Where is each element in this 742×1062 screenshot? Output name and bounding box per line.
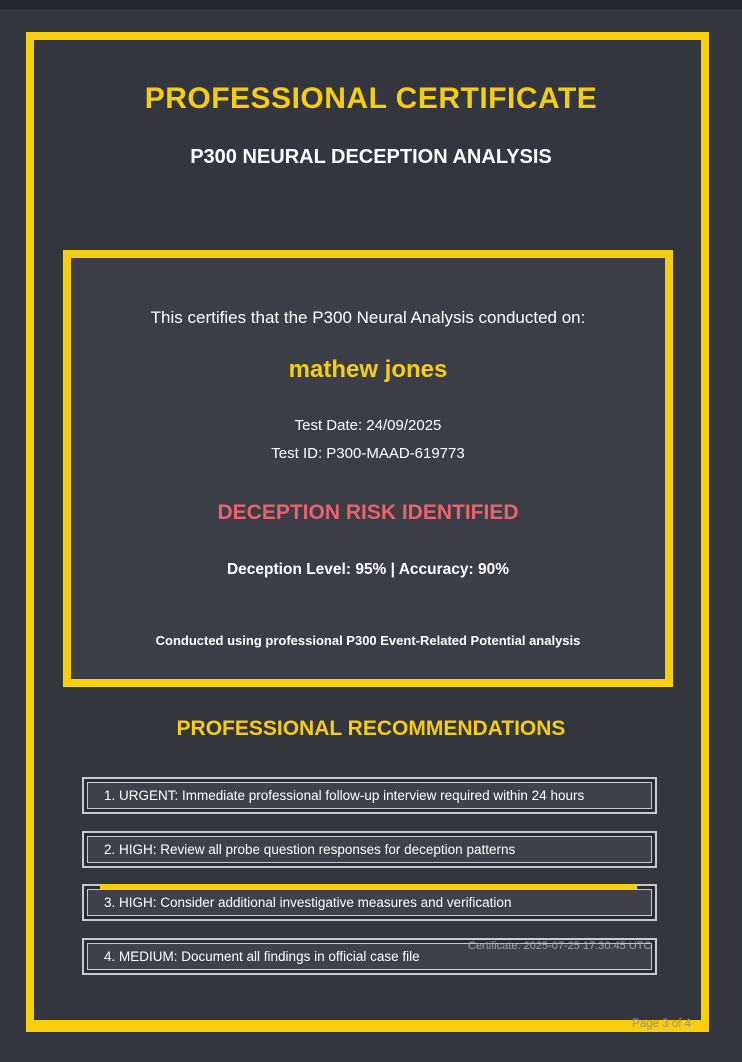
certificate-timestamp: Certificate: 2025-07-25 17:30:45 UTC (468, 940, 652, 952)
test-date: Test Date: 24/09/2025 (294, 417, 442, 434)
certify-intro-text: This certifies that the P300 Neural Analysis conducted on: (150, 308, 586, 327)
recommendation-text-4: 4. MEDIUM: Document all findings in official case file (87, 943, 652, 970)
page-title: PROFESSIONAL CERTIFICATE (144, 82, 598, 115)
subject-name: mathew jones (288, 356, 448, 383)
page-number: Page 3 of 4 (632, 1018, 691, 1030)
recommendation-text-3: 3. HIGH: Consider additional investigative measures and verification (87, 889, 652, 916)
top-strip (0, 0, 742, 9)
highlight-bar (100, 884, 637, 890)
deception-metrics: Deception Level: 95% | Accuracy: 90% (226, 561, 510, 578)
recommendation-item-3 (82, 884, 657, 921)
recommendation-item-1 (82, 777, 657, 814)
method-note: Conducted using professional P300 Event-Related Potential analysis (155, 633, 581, 648)
recommendation-text-1: 1. URGENT: Immediate professional follow-up interview required within 24 hours (87, 782, 652, 809)
risk-status: DECEPTION RISK IDENTIFIED (217, 501, 519, 524)
recommendation-item-2 (82, 831, 657, 868)
recommendation-text-2: 2. HIGH: Review all probe question responses for deception patterns (87, 836, 652, 863)
test-id: Test ID: P300-MAAD-619773 (271, 445, 465, 462)
page-subtitle: P300 NEURAL DECEPTION ANALYSIS (190, 146, 552, 168)
recommendations-heading: PROFESSIONAL RECOMMENDATIONS (176, 717, 566, 740)
